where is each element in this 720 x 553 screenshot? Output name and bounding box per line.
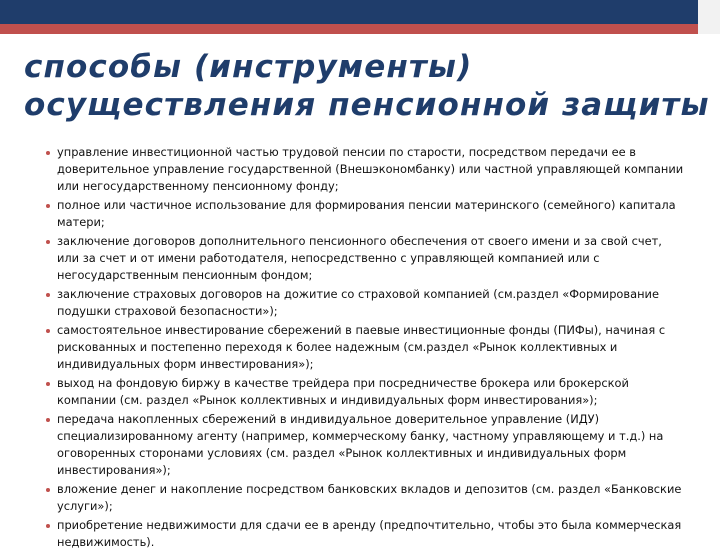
bullet-item bbox=[46, 517, 686, 551]
slide-title bbox=[24, 48, 710, 124]
bullet-item bbox=[46, 411, 686, 479]
bullet-dot-icon bbox=[46, 329, 50, 333]
bullet-dot-icon bbox=[46, 382, 50, 386]
header-right-corner bbox=[698, 0, 720, 34]
slide-title-line-1: способы (инструменты) bbox=[24, 49, 473, 85]
bullet-text: приобретение недвижимости для сдачи ее в аренду (предпочтительно, чтобы это была коммерческая недвижимость). bbox=[57, 518, 682, 549]
bullet-text: управление инвестиционной частью трудовой пенсии по старости, посредством передачи ее в доверительное управление государственной (Внешэкономбанку) или частной управляющей компании или негосударственному пенсионному фонду; bbox=[57, 145, 684, 193]
bullet-item bbox=[46, 144, 686, 195]
header-red-band bbox=[0, 24, 720, 34]
bullet-dot-icon bbox=[46, 204, 50, 208]
bullet-item bbox=[46, 322, 686, 373]
bullet-text: выход на фондовую биржу в качестве трейдера при посредничестве брокера или брокерской компании (см. раздел «Рынок коллективных и индивидуальных форм инвестирования»); bbox=[57, 376, 629, 407]
bullet-dot-icon bbox=[46, 488, 50, 492]
bullet-dot-icon bbox=[46, 418, 50, 422]
bullet-item bbox=[46, 375, 686, 409]
bullet-item bbox=[46, 233, 686, 284]
bullet-dot-icon bbox=[46, 240, 50, 244]
bullet-list bbox=[46, 144, 686, 553]
slide-title-line-2: осуществления пенсионной защиты bbox=[24, 87, 710, 123]
bullet-text: вложение денег и накопление посредством банковских вкладов и депозитов (см. раздел «Банковские услуги»); bbox=[57, 482, 682, 513]
bullet-item bbox=[46, 286, 686, 320]
bullet-dot-icon bbox=[46, 524, 50, 528]
bullet-text: заключение договоров дополнительного пенсионного обеспечения от своего имени и за свой счет, или за счет и от имени работодателя, непосредственно с управляющей компанией или с негосударственным пенсионным фондом; bbox=[57, 234, 662, 282]
bullet-text: передача накопленных сбережений в индивидуальное доверительное управление (ИДУ) специализированному агенту (например, коммерческому банку, частному управляющему и т.д.) на оговоренных сторонами условиях (см. раздел «Рынок коллективных и индивидуальных форм инвестирования»); bbox=[57, 412, 664, 477]
bullet-item bbox=[46, 481, 686, 515]
bullet-dot-icon bbox=[46, 293, 50, 297]
bullet-item bbox=[46, 197, 686, 231]
bullet-text: заключение страховых договоров на дожитие со страховой компанией (см.раздел «Формирование подушки страховой безопасности»); bbox=[57, 287, 659, 318]
bullet-text: полное или частичное использование для формирования пенсии материнского (семейного) капитала матери; bbox=[57, 198, 676, 229]
bullet-text: самостоятельное инвестирование сбережений в паевые инвестиционные фонды (ПИФы), начиная с рискованных и постепенно переходя к более надежным (см.раздел «Рынок коллективных и индивидуальных форм инвестирования»); bbox=[57, 323, 666, 371]
header-blue-band bbox=[0, 0, 720, 24]
bullet-dot-icon bbox=[46, 151, 50, 155]
